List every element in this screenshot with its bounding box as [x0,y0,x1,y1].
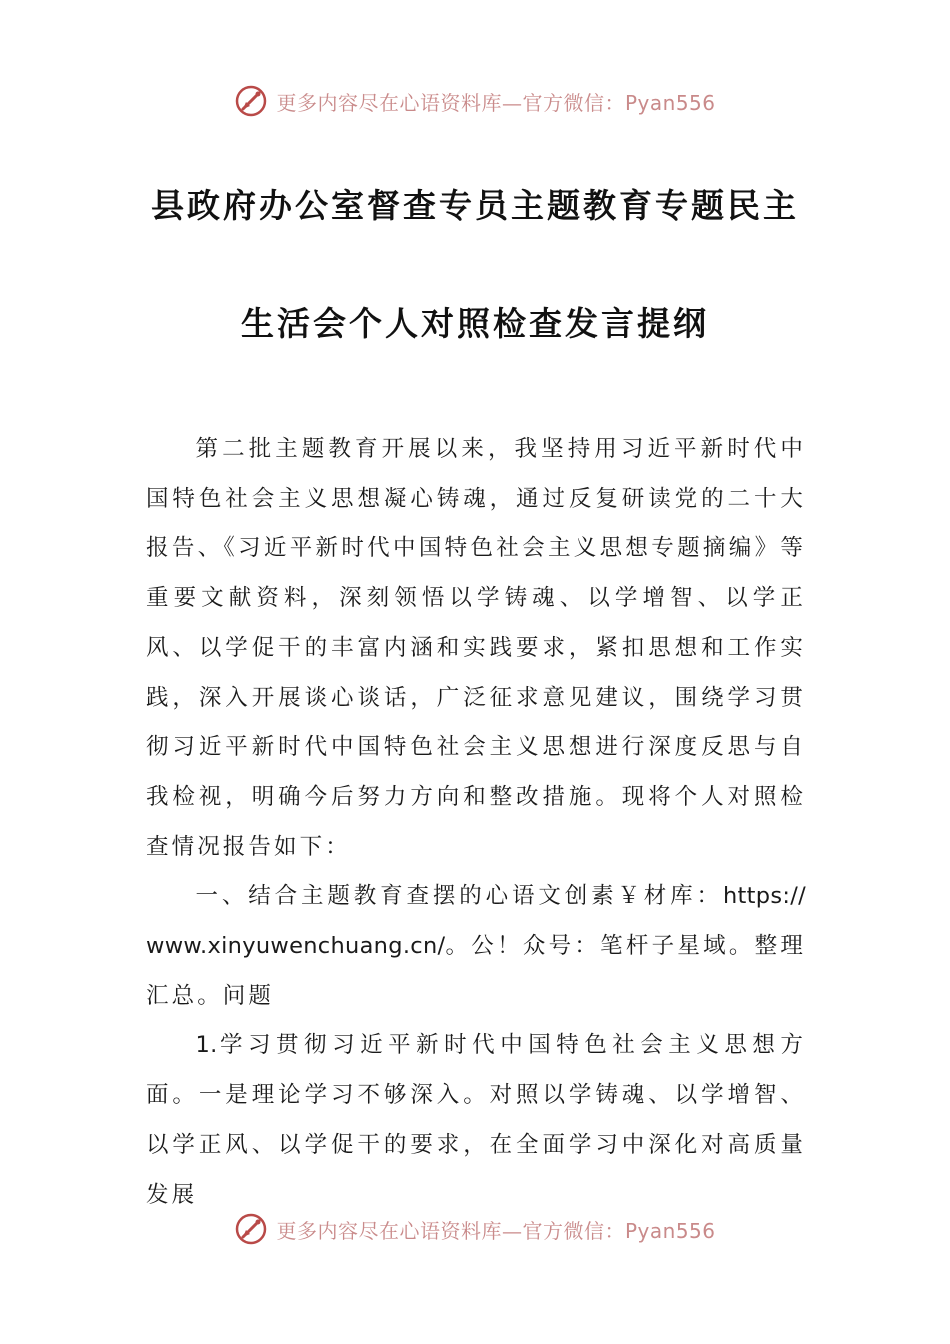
paragraph-intro: 第二批主题教育开展以来，我坚持用习近平新时代中国特色社会主义思想凝心铸魂，通过反复研读党的二十大报告、《习近平新时代中国特色社会主义思想专题摘编》等重要文献资料，深刻领悟以学铸魂、以学增智、以学正风、以学促干的丰富内涵和实践要求，紧扣思想和工作实践，深入开展谈心谈话，广泛征求意见建议，围绕学习贯彻习近平新时代中国特色社会主义思想进行深度反思与自我检视，明确今后努力方向和整改措施。现将个人对照检查情况报告如下： [146,436,806,860]
paragraph-item-1 [146,1021,806,1220]
footer-watermark [0,1212,950,1246]
section-heading-text: 一、结合主题教育查摆的心语文创素￥材库： [195,883,723,910]
document-body [146,425,806,1220]
document-title-line-1: 县政府办公室督查专员主题教育专题民主 [151,186,799,225]
section-heading-url: https://www.xinyuwenchuang.cn/ [146,883,806,960]
document-title-line-2: 生活会个人对照检查发言提纲 [241,304,709,343]
section-heading-suffix: 。公！众号：笔杆子星域。整理汇总。问题 [146,933,806,1009]
header-watermark [0,84,950,118]
pen-logo-icon [234,1212,268,1246]
watermark-wechat-id: Pyan556 [624,90,716,115]
watermark-text: 更多内容尽在心语资料库—官方微信： [276,90,625,115]
paragraph-section-heading [146,872,806,1021]
item-1-number: 1. [195,1032,218,1059]
item-1-text: 学习贯彻习近平新时代中国特色社会主义思想方面。一是理论学习不够深入。对照以学铸魂、以学增智、以学正风、以学促干的要求，在全面学习中深化对高质量发展 [146,1032,806,1208]
pen-logo-icon [234,84,268,118]
watermark-wechat-id: Pyan556 [624,1218,716,1243]
watermark-text: 更多内容尽在心语资料库—官方微信： [276,1218,625,1243]
